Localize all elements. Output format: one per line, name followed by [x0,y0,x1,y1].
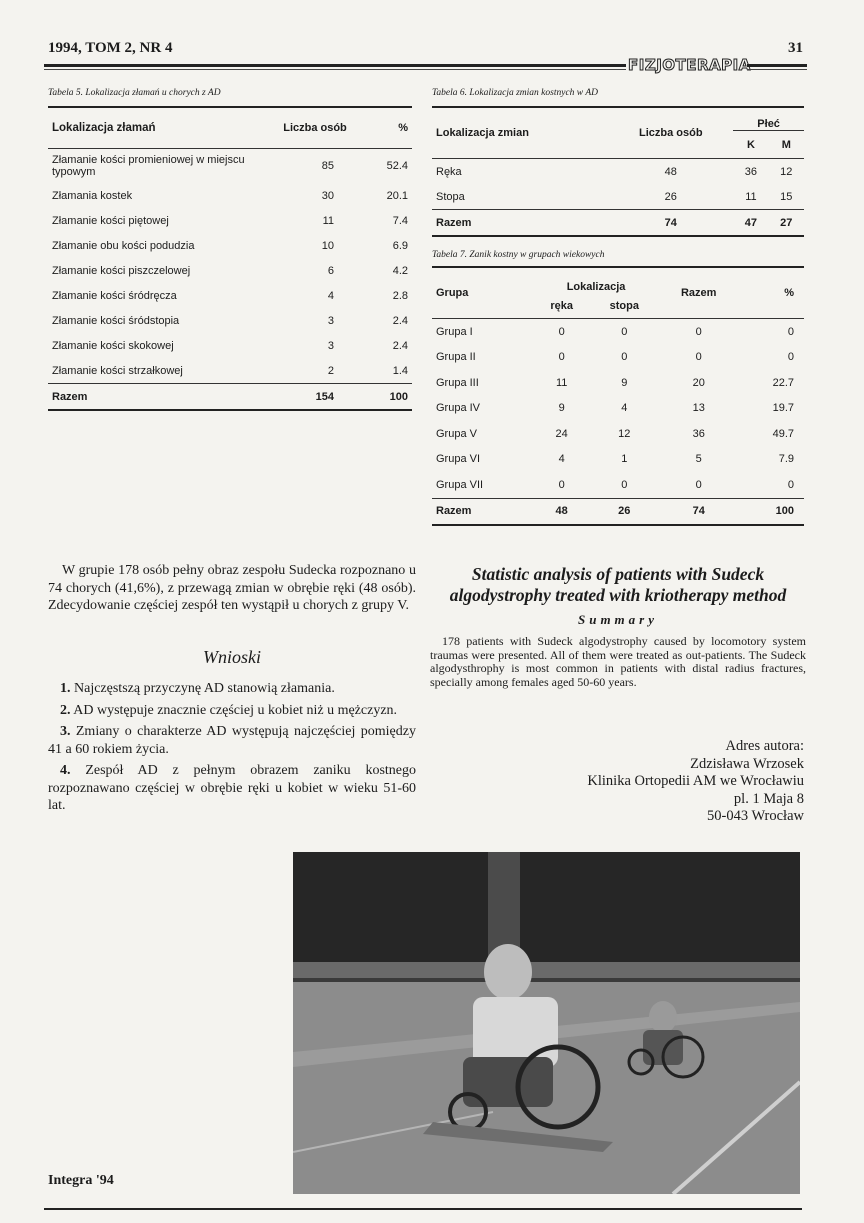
list-item-number: 1. [60,681,71,696]
author-street: pl. 1 Maja 8 [733,790,804,807]
list-item [48,723,416,758]
table-cell: 52.4 [386,160,408,172]
table-cell: 0 [621,478,628,491]
table6-header-count: Liczba osób [638,127,703,139]
table-row [48,333,412,358]
table-cell: 1 [621,453,628,466]
table-cell: 9 [621,376,628,389]
table5-header-pct: % [398,122,408,134]
table-cell: 12 [618,427,631,440]
table7 [432,266,804,526]
table-cell: 10 [321,239,334,252]
header-rule [44,64,626,67]
table-cell: 48 [664,165,677,178]
footer-label: Integra '94 [48,1173,114,1188]
header-rule-right-thin [747,69,807,70]
table-cell: 48 [555,505,568,518]
table-cell: Stopa [436,190,465,203]
table5-caption: Tabela 5. Lokalizacja złamań u chorych z AD [48,88,221,98]
wheelchair-sports-photo [293,852,800,1194]
table-cell: 30 [321,189,334,202]
table-cell: 22.7 [772,376,794,389]
table-cell: 19.7 [772,402,794,415]
table-row [432,396,804,422]
table5-header-location: Lokalizacja złamań [52,122,156,134]
table-cell: 0 [695,478,702,491]
issue-label: 1994, TOM 2, NR 4 [48,40,173,56]
table-cell: 0 [621,325,628,338]
table-row [432,447,804,473]
table-cell: 11 [322,214,334,227]
table5-header-count: Liczba osób [283,122,347,134]
author-name: Zdzisława Wrzosek [690,755,804,772]
table-cell: 0 [621,351,628,364]
table-cell: 27 [780,216,793,229]
table-cell: 0 [695,351,702,364]
table-total-row [432,498,804,525]
header-rule-right [747,64,807,67]
table7-header-hand: ręka [550,299,573,312]
table6-header-sex: Płeć [757,118,780,131]
table-row [48,358,412,384]
page-number: 31 [788,40,803,56]
table-cell: 0 [787,478,794,491]
header-rule-thin [44,69,626,70]
list-item-text: Zmiany o charakterze AD występują najczęściej pomiędzy 41 a 60 rokiem życia. [48,724,416,757]
table-cell: 4 [558,453,565,466]
journal-logo-text: FIZJOTERAPIA [628,56,751,74]
list-item-number: 4. [60,763,71,778]
conclusions-list [48,680,416,819]
table6-header-m: M [769,131,804,159]
table-cell: 26 [664,190,677,203]
table-cell: 36 [744,165,758,178]
author-clinic: Klinika Ortopedii AM we Wrocławiu [587,773,804,789]
table-row [48,233,412,258]
table-row [48,258,412,283]
table-cell: 7.4 [392,214,408,227]
table-cell: 11 [555,376,568,389]
table-row [48,208,412,233]
table-cell: 47 [744,216,758,229]
table5 [48,106,412,411]
table-cell: 74 [692,505,705,518]
table-cell: 154 [315,390,334,403]
table-cell: 6 [327,264,334,277]
table-cell: 3 [327,314,334,327]
table-cell: 13 [692,402,705,415]
table-cell: Ręka [436,165,462,178]
table-cell: 74 [664,216,677,229]
table-cell: Złamanie kości skokowej [52,339,174,352]
table-cell: 1.4 [392,364,408,377]
table7-header-pct: % [784,287,794,299]
table-cell: Złamanie obu kości podudzia [52,239,195,252]
summary-text: 178 patients with Sudeck algodystrophy caused by locomotory system traumas were presented. All of them were treated as out-patients. The Sudeck algodysthrophy is most common in patients with distal radius fractures, specially among females aged 50-60 years. [430,634,806,689]
table-row [48,149,412,184]
list-item-number: 2. [60,702,71,718]
table-cell: Grupa VI [436,453,481,466]
table6-caption: Tabela 6. Lokalizacja zmian kostnych w AD [432,88,598,98]
table-cell: 20 [692,376,705,389]
table-row [48,308,412,333]
results-paragraph: W grupie 178 osób pełny obraz zespołu Sudecka rozpoznano u 74 chorych (41,6%), z przewagą zmian w obrębie ręki (48 osób). Zdecydowanie częściej zespół ten wystąpił u chorych z grupy V. [48,563,416,613]
table-cell: 5 [695,453,702,466]
footer-rule [44,1208,802,1210]
table-row [432,319,804,345]
table-cell: 0 [695,325,702,338]
table-cell: 26 [618,505,631,518]
table-cell: Złamanie kości śródstopia [52,314,180,327]
table-row [432,421,804,447]
author-address [540,738,804,826]
table-cell: 4 [327,289,334,302]
table-cell: 0 [558,478,565,491]
table-cell: 49.7 [772,427,794,440]
table-cell: 3 [327,339,334,352]
table-cell: 100 [775,505,794,518]
summary-title: Statistic analysis of patients with Sudeck algodystrophy treated with kriotherapy method [449,564,787,605]
table-cell: Grupa I [436,325,473,338]
table7-header-total: Razem [680,287,717,299]
table7-header-location: Lokalizacja [566,281,626,293]
table-cell: Grupa II [436,351,476,364]
author-city: 50-043 Wrocław [707,808,804,824]
table-cell: 0 [558,325,565,338]
table-cell: Złamanie kości promieniowej w miejscu typowym [52,154,245,178]
table-cell: 2.4 [392,339,408,352]
table-cell: Złamania kostek [52,189,133,202]
table-row [432,159,804,185]
table-cell: 12 [780,165,793,178]
address-label: Adres autora: [725,738,804,754]
table-row [432,472,804,498]
list-item-text: Zespół AD z pełnym obrazem zaniku kostnego rozpoznawano częściej w obrębie ręki u kobiet w wieku 51-60 lat. [48,763,416,813]
table-cell: 0 [787,351,794,364]
list-item [48,762,416,815]
table-cell: 11 [745,190,757,203]
list-item-text: AD występuje znacznie częściej u kobiet niż u mężczyzn. [73,702,398,718]
table7-header-foot: stopa [609,299,639,312]
table-cell: 24 [555,427,568,440]
table6 [432,106,804,237]
table-cell: Razem [436,505,472,518]
table-cell: 36 [692,427,705,440]
table-cell: Złamanie kości piętowej [52,214,169,227]
table6-header-k: K [733,131,768,159]
table-cell: Złamanie kości śródręcza [52,289,177,302]
table-cell: Grupa III [436,376,479,389]
table-row [432,184,804,210]
table-cell: Grupa IV [436,402,481,415]
table-row [432,345,804,371]
table7-header-group: Grupa [436,287,469,299]
table-cell: 15 [780,190,793,203]
list-item [48,702,416,720]
table-cell: 100 [389,390,408,403]
table-row [432,370,804,396]
table-cell: Złamanie kości piszczelowej [52,264,191,277]
table-cell: 9 [558,402,565,415]
table6-header-location: Lokalizacja zmian [436,127,529,139]
table-cell: Grupa VII [436,478,484,491]
table-cell: 2.8 [392,289,408,302]
table-cell: 6.9 [392,239,408,252]
table7-caption: Tabela 7. Zanik kostny w grupach wiekowych [432,250,605,260]
journal-logo [628,54,751,76]
list-item-text: Najczęstszą przyczynę AD stanowią złamania. [74,681,335,696]
table-cell: Złamanie kości strzałkowej [52,364,183,377]
table-cell: 0 [558,351,565,364]
table-row [48,183,412,208]
table-cell: 85 [321,160,334,172]
table-total-row [48,384,412,411]
table-cell: 4.2 [392,264,408,277]
table-total-row [432,210,804,237]
summary-subtitle: Summary [577,612,658,627]
table-cell: Grupa V [436,427,477,440]
table-cell: Razem [52,390,88,403]
list-item-number: 3. [60,724,71,739]
table-cell: Razem [436,216,472,229]
table-row [48,283,412,308]
conclusions-heading: Wnioski [203,647,261,667]
table-cell: 2 [327,364,334,377]
table-cell: 20.1 [386,189,408,202]
list-item [48,680,416,698]
table-cell: 0 [787,325,794,338]
table-cell: 2.4 [392,314,408,327]
table-cell: 4 [621,402,628,415]
table-cell: 7.9 [778,453,794,466]
